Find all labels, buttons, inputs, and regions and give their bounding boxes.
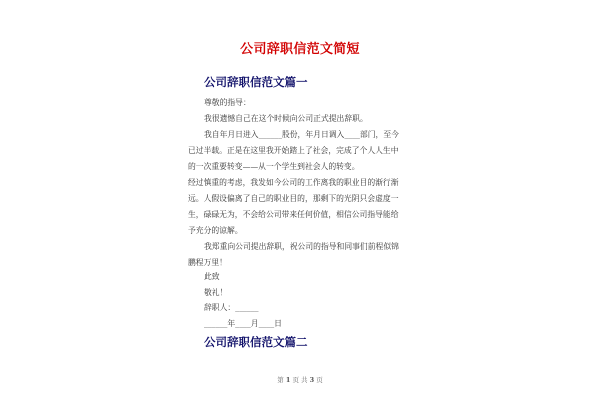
footer-prefix: 第 [277, 376, 284, 384]
footer-total-pages: 3 [309, 376, 315, 384]
closing-line: 此致 [204, 272, 220, 281]
section-heading-1: 公司辞职信范文篇一 [204, 75, 308, 89]
paragraph-line: 予充分的谅解。 [188, 226, 243, 235]
footer-suffix: 页 [316, 376, 323, 384]
signature-line: 辞职人：______ [204, 303, 259, 312]
paragraph-line: 生，碌碌无为，不会给公司带来任何价值，相信公司指导能给 [188, 210, 399, 219]
document-title: 公司辞职信范文简短 [240, 42, 360, 57]
salutation: 尊敬的指导： [204, 98, 251, 107]
closing-line: 敬礼！ [204, 288, 228, 297]
paragraph-line: 鹏程万里！ [188, 258, 227, 267]
paragraph-line: 经过慎重的考虑，我发如今公司的工作离我的职业目的渐行渐 [188, 178, 399, 187]
paragraph-line: 我自年月日进入______股份，年月日调入____部门，至今 [204, 130, 399, 139]
footer-page-number: 1 [285, 376, 291, 384]
paragraph-line: 我郑重向公司提出辞职，祝公司的指导和同事们前程似锦 [204, 242, 399, 251]
page-footer [0, 375, 600, 384]
paragraph-line: 已过半载。正是在这里我开始踏上了社会，完成了个人人生中 [188, 146, 399, 155]
paragraph-line: 远。人假设偏离了自己的职业目的，那剩下的光阴只会虚度一 [188, 194, 399, 203]
paragraph-line: 我很遗憾自己在这个时候向公司正式提出辞职。 [204, 114, 368, 123]
section-heading-2: 公司辞职信范文篇二 [204, 335, 308, 349]
footer-middle: 页 共 [292, 376, 308, 384]
date-line: ______年____月____日 [204, 319, 282, 328]
paragraph-line: 的一次重要转变——从一个学生到社会人的转变。 [188, 162, 360, 171]
